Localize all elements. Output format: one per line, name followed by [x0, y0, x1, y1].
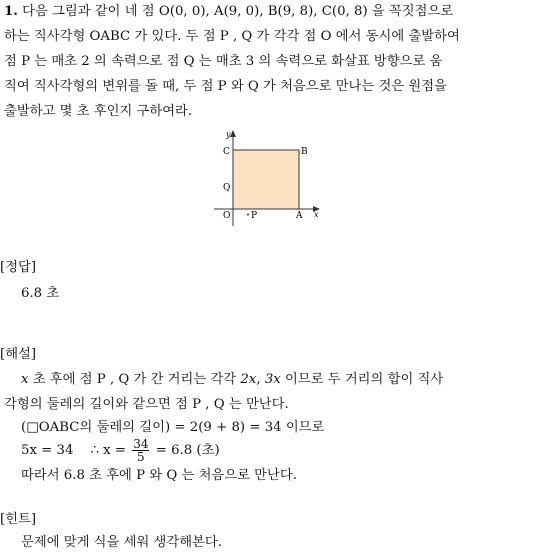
- y-axis-arrow: [230, 130, 236, 137]
- problem-line-5: 출발하고 몇 초 후인지 구하여라.: [4, 104, 193, 119]
- problem-line-1: [4, 2, 453, 22]
- point-p-dot: [247, 214, 249, 216]
- answer-header: [정답]: [0, 260, 37, 275]
- label-c: C: [223, 147, 230, 157]
- rectangle-oabc: [233, 150, 299, 209]
- label-a: A: [296, 211, 303, 221]
- label-b: B: [301, 147, 308, 157]
- explanation-line-1: x 초 후에 점 P , Q 가 간 거리는 각각 2x, 3x 이므로 두 거리의 합이 직사: [21, 372, 444, 387]
- rectangle-figure: [212, 128, 327, 228]
- explanation-line-3: (□OABC의 둘레의 길이) = 2(9 + 8) = 34 이므로: [21, 420, 325, 435]
- hint-header: [힌트]: [0, 512, 37, 527]
- equation-result: = 6.8 (초): [151, 443, 220, 458]
- problem-line-3: 점 P 는 매초 2 의 속력으로 점 Q 는 매초 3 의 속력으로 화살표 방향으로 움: [4, 54, 443, 69]
- explanation-header: [해설]: [0, 347, 37, 362]
- label-o: O: [223, 211, 231, 221]
- problem-line-2: 하는 직사각형 OABC 가 있다. 두 점 P , Q 가 각각 점 O 에서 동시에 출발하여: [4, 29, 460, 44]
- explanation-line-2: 각형의 둘레의 길이와 같으면 점 P , Q 는 만난다.: [4, 397, 289, 412]
- fraction-34-over-5: $\frac{34}{5}$: [133, 437, 149, 464]
- therefore-text: ∴ x =: [90, 443, 131, 458]
- label-y-axis: y: [226, 130, 231, 139]
- label-q: Q: [223, 183, 231, 193]
- equation-5x: 5x = 34: [21, 443, 74, 458]
- problem-text-1: 다음 그림과 같이 네 점 O(0, 0), A(9, 0), B(9, 8), C(0, 8) 을 꼭짓점으로: [22, 4, 454, 19]
- problem-line-4: 직여 직사각형의 변위를 돌 때, 두 점 P 와 Q 가 처음으로 만나는 것은 원점을: [4, 79, 447, 94]
- explanation-line-5: 따라서 6.8 초 후에 P 와 Q 는 처음으로 만난다.: [21, 468, 297, 483]
- problem-number: 1.: [4, 4, 18, 19]
- label-p: P: [251, 211, 258, 221]
- label-x-axis: x: [314, 210, 319, 219]
- explanation-line-4: [21, 438, 220, 464]
- answer-value: 6.8 초: [21, 286, 60, 301]
- hint-text: 문제에 맞게 식을 세워 생각해본다.: [21, 535, 222, 550]
